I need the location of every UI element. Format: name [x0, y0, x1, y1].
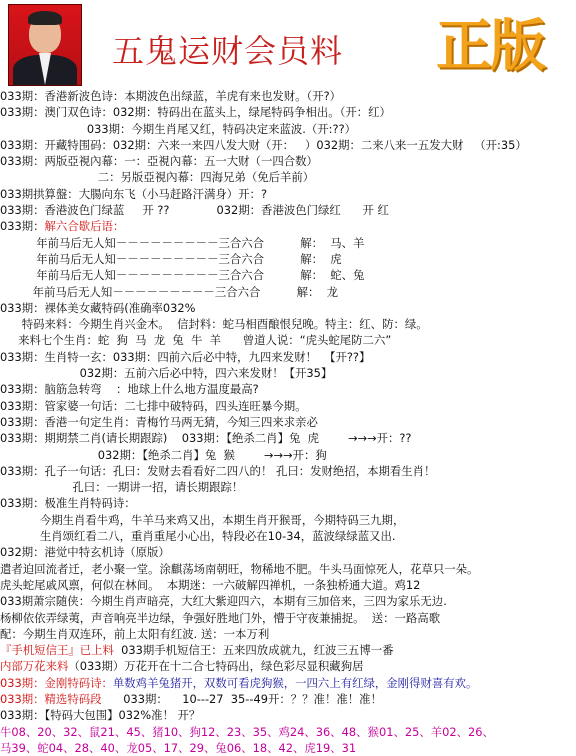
text-line	[0, 153, 576, 169]
text-segment: 033期：	[0, 691, 45, 706]
text-segment: 配：今期生肖双连环，前上太阳有红波. 送：一本万利	[0, 626, 270, 641]
text-segment: 033期：裸体美女藏特码(准确率032%	[0, 300, 196, 315]
text-line	[0, 463, 576, 479]
text-line	[0, 675, 576, 691]
text-segment: 年前马后无人知－－－－－－－－－三合六合 解： 马、羊	[0, 235, 365, 250]
text-segment: 033期：	[0, 219, 45, 234]
text-line	[0, 479, 576, 495]
text-segment: （033期）万花开在十二合七特码出，绿色彩尽显积藏狗居	[68, 659, 364, 674]
text-line	[0, 300, 576, 316]
text-line	[0, 561, 576, 577]
text-line	[0, 316, 576, 332]
text-line	[0, 202, 576, 218]
text-segment: 033期萧宗随侠：今期生肖声暗亮，大红大紫迎四六，本期有三加倍来，三四为家乐无边.	[0, 594, 447, 609]
text-segment: 033期：今期生肖尾又红，特码决定来蓝波.（开:??）	[0, 121, 357, 136]
text-line	[0, 414, 576, 430]
text-line	[0, 365, 576, 381]
text-segment: 牛08、20、32、鼠21、45、猪10、狗12、23、35、鸡24、36、48、猴01、25、羊02、26、	[0, 724, 494, 739]
article-body	[0, 88, 576, 756]
text-segment: 033期：开藏特围码：032期：六来一来四八发大财（开： ）032期：二来八来一五发大财 （开:35）	[0, 137, 527, 152]
text-segment: 虎头蛇尾戚风禀，何似在林间。 本期迷：一六破解四禅机，一条独桥通大道。鸡12	[0, 577, 421, 592]
text-segment: 单数鸡羊兔猪开，双数可看虎狗猴，一四六上有红绿，金刚得财喜有欢。	[112, 675, 478, 690]
text-line	[0, 104, 576, 120]
text-segment: 二：另版亞視內幕：四海兄弟（免后羊前）	[0, 170, 315, 185]
text-segment: 033期：香港新波色诗：本期波色出绿蓝，羊虎有来也发财。（开?）	[0, 89, 342, 103]
text-segment: 内部万花来料	[0, 659, 69, 674]
text-segment: 032期：五前六后必中特，四六来发财！【开35】	[0, 366, 333, 381]
text-segment: 遣者迫回流者迁，老小聚一堂。涂麒荡场南朝旺，物稀地不肥。牛头马面惊死人，花草只一朵。	[0, 561, 479, 576]
text-segment: 年前马后无人知－－－－－－－－－三合六合 解： 蛇、兔	[0, 268, 365, 283]
text-line	[0, 186, 576, 202]
text-segment: 033期： 10---27 35--49开：？？准！准！准！	[101, 691, 382, 706]
text-segment: 孔曰：一期讲一招，请长期跟踪！	[0, 480, 244, 495]
text-segment: 033期：极准生肖特码诗：	[0, 496, 136, 511]
text-line	[0, 267, 576, 283]
text-segment: 解六合歇后语：	[44, 219, 125, 234]
text-segment: 年前马后无人知－－－－－－－－－三合六合 解： 虎	[0, 251, 342, 266]
text-segment: 033期：香港波色门绿蓝 开 ?? 032期：香港波色门绿红 开 红	[0, 203, 389, 218]
text-line	[0, 169, 576, 185]
text-line	[0, 430, 576, 446]
text-segment: 033期拱算盤：大腸向东飞（小马赶路汗满身）开：?	[0, 186, 267, 201]
text-segment: 033期：两版亞視內幕：一：亞視內幕：五一大财（一四合数）	[0, 154, 318, 169]
text-line	[0, 724, 576, 740]
text-segment: 033期手机短信王：五来四放成就九，红波三五博一番	[113, 643, 394, 658]
text-line	[0, 626, 576, 642]
text-line	[0, 88, 576, 104]
text-segment: 今期生肖看牛鸡，牛羊马来鸡又出，本期生肖开猴哥，今期特码三九期，	[0, 512, 405, 527]
text-line	[0, 577, 576, 593]
text-line	[0, 544, 576, 560]
genuine-badge: 正版	[436, 14, 544, 79]
text-segment: 年前马后无人知－－－－－－－－－三合六合 解： 龙	[0, 284, 339, 299]
text-segment: 『手机短信王』已上料	[0, 643, 114, 658]
text-segment: 033期：孔子一句话：孔曰：发财去看看好二四八的！ 孔曰：发财绝招，本期看生肖！	[0, 463, 436, 478]
text-line	[0, 740, 576, 756]
text-segment: 032期：港觉中特玄机诗（原版）	[0, 545, 170, 560]
text-line	[0, 495, 576, 511]
text-line	[0, 235, 576, 251]
text-segment: 033期：	[0, 675, 45, 690]
text-line	[0, 691, 576, 707]
text-segment: 033期：生肖特一玄：033期：四前六后必中特，九四来发财！ 【开??】	[0, 349, 371, 364]
text-segment: 032期：【绝杀二肖】兔 猴 →→→开：狗	[0, 447, 327, 462]
text-line	[0, 398, 576, 414]
text-line	[0, 447, 576, 463]
text-line	[0, 610, 576, 626]
text-line	[0, 349, 576, 365]
text-segment: 精选特码段	[44, 691, 102, 706]
text-segment: 033期：期期禁二肖(请长期跟踪) 033期：【绝杀二肖】兔 虎 →→→开：??	[0, 431, 412, 446]
text-line	[0, 593, 576, 609]
portrait-hair	[28, 11, 62, 25]
text-line	[0, 137, 576, 153]
text-line	[0, 121, 576, 137]
text-segment: 033期：澳门双色诗：032期：特码出在蓝头上，绿尾特码争相出。（开：红）	[0, 105, 391, 120]
text-segment: 033期：管家婆一句话：二七排中破特码，四头连旺暴今期。	[0, 398, 307, 413]
text-segment: 来料七个生肖：蛇 狗 马 龙 兔 牛 羊 曾道人说：“虎头蛇尾防二六”	[0, 333, 392, 348]
text-segment: 033期：【特码大包围】032%准！ 开？	[0, 708, 201, 723]
text-line	[0, 707, 576, 723]
text-segment: 马39、蛇04、28、40、龙05、17、29、兔06、18、42、虎19、31	[0, 740, 357, 755]
text-segment: 杨柳依依弄绿荑，声音响亮半边绿，争强好胜地门外，懵于守夜兼捕捉。 送：一路高歌	[0, 610, 441, 625]
text-segment: 特码来料：今期生肖兴金木。 信封料：蛇马相酉酿恨兒晚。特主：红、防：绿。	[0, 317, 428, 332]
text-line	[0, 284, 576, 300]
text-line	[0, 658, 576, 674]
portrait-photo	[8, 4, 82, 86]
text-segment: 生肖颂红看二八，重肖重尾小心出，特段必在10-34，蓝波绿绿蓝又出.	[0, 529, 396, 544]
text-line	[0, 512, 576, 528]
text-line	[0, 528, 576, 544]
text-line	[0, 332, 576, 348]
text-line	[0, 251, 576, 267]
header	[0, 0, 576, 86]
page-title: 五鬼运财会员料	[112, 32, 344, 70]
text-segment: 金刚特码诗：	[44, 675, 113, 690]
text-line	[0, 642, 576, 658]
text-segment: 033期：脑筋急转弯 ：地球上什么地方温度最高?	[0, 382, 259, 397]
text-line	[0, 218, 576, 234]
text-segment: 033期：香港一句定生肖：青梅竹马两无猜，今知三四来求亲必	[0, 414, 318, 429]
text-line	[0, 381, 576, 397]
